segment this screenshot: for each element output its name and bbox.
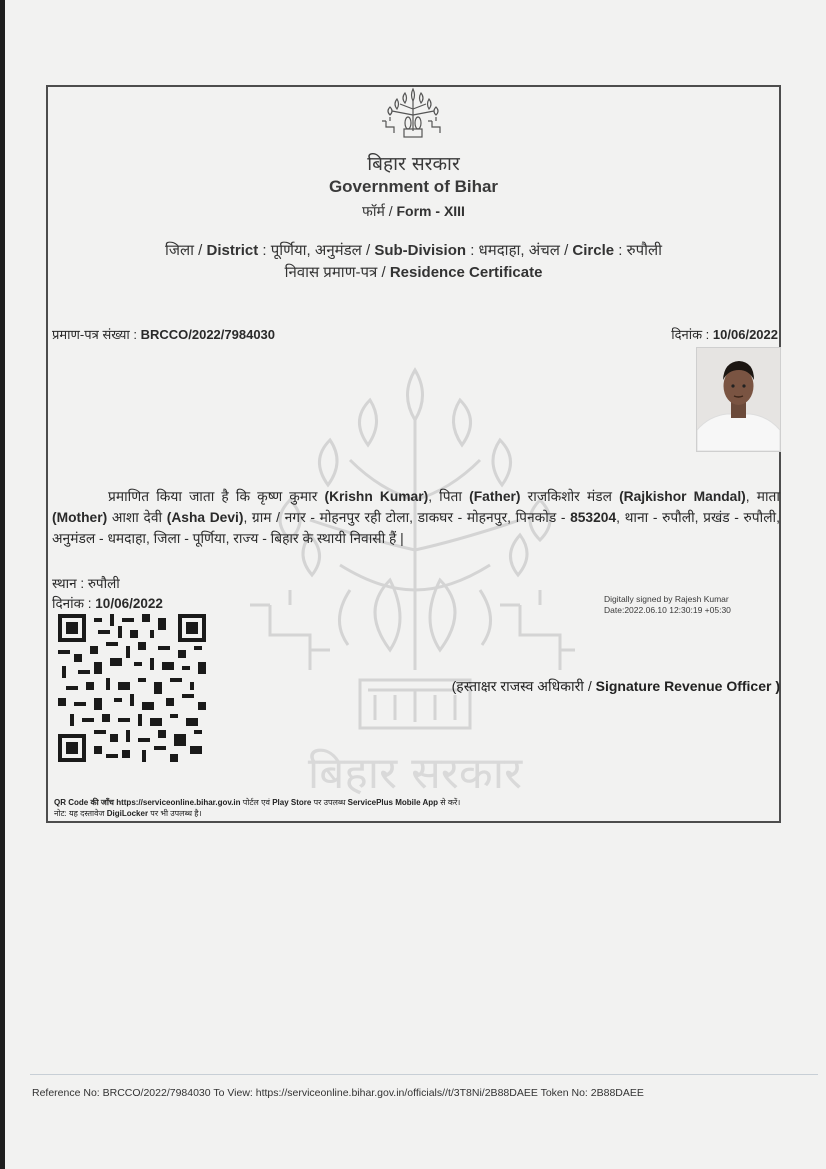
- note-text: पोर्टल एवं: [242, 798, 270, 807]
- signatory-hindi: (हस्ताक्षर राजस्व अधिकारी /: [451, 678, 592, 694]
- place-label: स्थान : रुपौली: [52, 576, 120, 591]
- certificate-type-english: Residence Certificate: [389, 264, 543, 281]
- mother-name-hi: आशा देवी: [111, 510, 163, 525]
- footer-divider: [30, 1074, 818, 1075]
- scan-left-edge: [0, 0, 5, 1169]
- applicant-photo: [696, 347, 781, 452]
- place-date-label: दिनांक :: [52, 596, 92, 611]
- mother-name-en: (Asha Devi): [166, 510, 244, 525]
- digital-signature-line2: Date:2022.06.10 12:30:19 +05:30: [604, 604, 731, 615]
- form-number: [46, 202, 781, 221]
- issue-date: [671, 325, 778, 343]
- statement-text: , माता: [745, 489, 780, 504]
- certificate-statement: [52, 486, 780, 549]
- father-name-hi: राजकिशोर मंडल: [527, 489, 612, 504]
- signatory-english: Signature Revenue Officer ): [595, 678, 780, 694]
- issue-date-label: दिनांक :: [671, 327, 710, 342]
- form-hindi: फॉर्म /: [362, 203, 393, 219]
- verification-notes: [54, 797, 460, 819]
- place-date-value: 10/06/2022: [95, 596, 163, 611]
- place-date: [52, 594, 163, 614]
- title-hindi: बिहार सरकार: [367, 153, 460, 175]
- form-english: Form - XIII: [396, 203, 465, 219]
- subdivision-value: : धमदाहा, अंचल /: [470, 242, 569, 259]
- qr-code: [58, 614, 206, 762]
- mother-label: (Mother): [52, 510, 108, 525]
- father-label: (Father): [469, 489, 521, 504]
- father-name-en: (Rajkishor Mandal): [619, 489, 746, 504]
- statement-text: प्रमाणित किया जाता है कि कृष्ण कुमार: [108, 489, 318, 504]
- bihar-emblem-logo: [380, 87, 446, 139]
- pincode: 853204: [570, 510, 617, 525]
- title-english: Government of Bihar: [328, 177, 499, 196]
- issue-date-value: 10/06/2022: [712, 327, 778, 342]
- district-label: District: [206, 242, 259, 259]
- circle-value: : रुपौली: [618, 242, 663, 259]
- note-text: पर भी उपलब्ध है।: [150, 809, 202, 818]
- digital-signature-line1: Digitally signed by Rajesh Kumar: [604, 594, 729, 604]
- digilocker-note: [54, 808, 460, 819]
- qr-verification-note: [54, 797, 460, 808]
- certificate-type-hindi: निवास प्रमाण-पत्र /: [284, 264, 386, 281]
- note-text: DigiLocker: [106, 809, 149, 818]
- place-date-block: [52, 574, 163, 614]
- watermark-text: बिहार सरकार: [307, 748, 523, 799]
- certificate-type: [46, 262, 781, 282]
- note-text: नोट: यह दस्तावेज: [54, 809, 105, 818]
- verification-link[interactable]: https://serviceonline.bihar.gov.in: [116, 798, 241, 807]
- statement-text: , पिता: [428, 489, 462, 504]
- note-text: ServicePlus Mobile App: [347, 798, 439, 807]
- revenue-officer-signature: [452, 677, 780, 696]
- note-text: पर उपलब्ध: [313, 798, 346, 807]
- address-text: , ग्राम / नगर - मोहनपुर रही टोला, डाकघर - मोहनपुर, पिनकोड -: [243, 510, 566, 525]
- reference-line: Reference No: BRCCO/2022/7984030 To View: https://serviceonline.bihar.gov.in/officials//t/3T8Ni/2B88DAEE Token No: 2B88DAEE: [32, 1087, 644, 1099]
- district-label-hi: जिला /: [164, 242, 203, 259]
- jurisdiction-line: [46, 240, 781, 260]
- certificate-number-label: प्रमाण-पत्र संख्या :: [52, 327, 137, 342]
- subdivision-label: Sub-Division: [374, 242, 467, 259]
- address-text: , थाना - रुपौली, प्रखंड - रुपौली, अनुमंडल - धमदाहा, जिला - पूर्णिया, राज्य - बिहार के स्थायी निवासी हैं |: [52, 510, 780, 546]
- certificate-number: [52, 325, 275, 343]
- circle-label: Circle: [572, 242, 615, 259]
- district-value: : पूर्णिया, अनुमंडल /: [262, 242, 371, 259]
- certificate-number-value: BRCCO/2022/7984030: [140, 327, 276, 342]
- note-text: से करें।: [440, 798, 461, 807]
- note-text: QR Code की जाँच: [54, 798, 114, 807]
- digital-signature: [604, 594, 731, 615]
- applicant-name-en: (Krishn Kumar): [324, 489, 429, 504]
- note-text: Play Store: [272, 798, 312, 807]
